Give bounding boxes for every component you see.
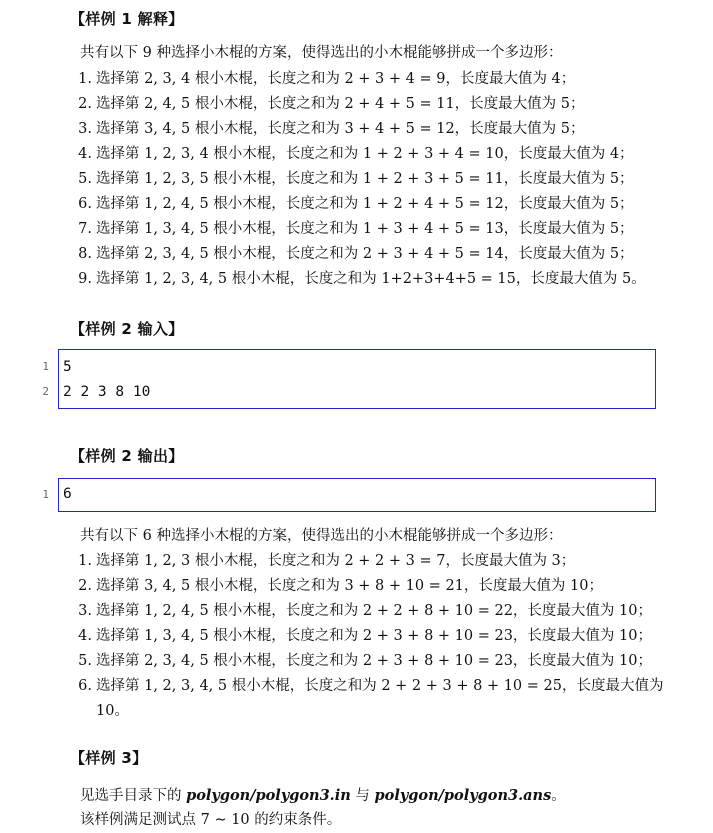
list-number: 9.: [78, 271, 92, 287]
list-item: [70, 67, 575, 88]
list-item: [70, 217, 634, 238]
sample2-intro: 共有以下 6 种选择小木棍的方案，使得选出的小木棍能够拼成一个多边形：: [80, 528, 563, 544]
sample3-text: 与: [350, 788, 375, 804]
list-item: [70, 674, 663, 695]
line-number: 1: [42, 488, 49, 501]
list-number: 5.: [78, 653, 92, 669]
code-line: 2 2 3 8 10: [63, 384, 151, 400]
line-number: 2: [42, 385, 49, 398]
list-number: 1.: [78, 553, 92, 569]
sample1-explain-heading: 【样例 1 解释】: [70, 10, 184, 28]
list-number: 1.: [78, 71, 92, 87]
sample3-constraint-line: 该样例满足测试点 7 ∼ 10 的约束条件。: [80, 812, 342, 828]
list-text: 选择第 2, 3, 4 根小木棍，长度之和为 2 + 3 + 4 = 9，长度最大值为 4；: [96, 71, 576, 87]
list-number: 4.: [78, 628, 92, 644]
list-text: 选择第 2, 4, 5 根小木棍，长度之和为 2 + 4 + 5 = 11，长度最大值为 5；: [96, 96, 585, 112]
list-item: [70, 192, 634, 213]
list-number: 8.: [78, 246, 92, 262]
list-number: 5.: [78, 171, 92, 187]
list-number: 3.: [78, 121, 92, 137]
list-item-continuation: 10。: [96, 703, 129, 719]
list-item: [70, 267, 646, 288]
sample3-heading: 【样例 3】: [70, 749, 148, 767]
list-text: 选择第 2, 3, 4, 5 根小木棍，长度之和为 2 + 3 + 8 + 10 = 23，长度最大值为 10；: [96, 653, 652, 669]
sample2-input-code-box[interactable]: [58, 349, 656, 409]
sample3-file-line: [80, 784, 566, 805]
list-item: [70, 649, 652, 670]
sample2-output-code-box[interactable]: [58, 478, 656, 512]
code-line: 5: [63, 359, 72, 375]
list-item: [70, 574, 603, 595]
sample3-text: 。: [551, 788, 566, 804]
list-item: [70, 242, 634, 263]
list-text: 选择第 3, 4, 5 根小木棍，长度之和为 3 + 4 + 5 = 12，长度最大值为 5；: [96, 121, 585, 137]
list-item: [70, 92, 585, 113]
list-item: [70, 117, 585, 138]
list-item: [70, 549, 575, 570]
list-item: [70, 142, 634, 163]
list-text: 选择第 1, 2, 3, 4 根小木棍，长度之和为 1 + 2 + 3 + 4 = 10，长度最大值为 4；: [96, 146, 634, 162]
list-item: [70, 624, 652, 645]
code-line: 6: [63, 486, 72, 502]
line-number: 1: [42, 360, 49, 373]
list-text: 选择第 1, 2, 3, 4, 5 根小木棍，长度之和为 2 + 2 + 3 + 8 + 10 = 25，长度最大值为: [96, 678, 664, 694]
list-number: 2.: [78, 578, 92, 594]
list-item: [70, 599, 652, 620]
sample2-input-heading: 【样例 2 输入】: [70, 320, 184, 338]
list-number: 6.: [78, 196, 92, 212]
list-text: 选择第 1, 2, 4, 5 根小木棍，长度之和为 2 + 2 + 8 + 10 = 22，长度最大值为 10；: [96, 603, 652, 619]
list-text: 选择第 1, 2, 3 根小木棍，长度之和为 2 + 2 + 3 = 7，长度最大值为 3；: [96, 553, 576, 569]
list-text: 选择第 1, 2, 4, 5 根小木棍，长度之和为 1 + 2 + 4 + 5 = 12，长度最大值为 5；: [96, 196, 634, 212]
list-number: 6.: [78, 678, 92, 694]
sample2-output-heading: 【样例 2 输出】: [70, 447, 184, 465]
input-file-name: polygon/polygon3.in: [186, 787, 351, 804]
list-text: 选择第 1, 3, 4, 5 根小木棍，长度之和为 1 + 3 + 4 + 5 = 13，长度最大值为 5；: [96, 221, 634, 237]
list-text: 选择第 3, 4, 5 根小木棍，长度之和为 3 + 8 + 10 = 21，长度最大值为 10；: [96, 578, 603, 594]
sample3-text: 见选手目录下的: [80, 788, 187, 804]
list-text: 选择第 1, 2, 3, 4, 5 根小木棍，长度之和为 1+2+3+4+5 = 15，长度最大值为 5。: [96, 271, 646, 287]
list-number: 2.: [78, 96, 92, 112]
list-number: 7.: [78, 221, 92, 237]
list-text: 选择第 1, 2, 3, 5 根小木棍，长度之和为 1 + 2 + 3 + 5 = 11，长度最大值为 5；: [96, 171, 634, 187]
list-number: 4.: [78, 146, 92, 162]
list-item: [70, 167, 634, 188]
list-number: 3.: [78, 603, 92, 619]
list-text: 选择第 2, 3, 4, 5 根小木棍，长度之和为 2 + 3 + 4 + 5 = 14，长度最大值为 5；: [96, 246, 634, 262]
list-text: 选择第 1, 3, 4, 5 根小木棍，长度之和为 2 + 3 + 8 + 10 = 23，长度最大值为 10；: [96, 628, 652, 644]
sample1-intro: 共有以下 9 种选择小木棍的方案，使得选出的小木棍能够拼成一个多边形：: [80, 45, 563, 61]
answer-file-name: polygon/polygon3.ans: [374, 787, 552, 804]
